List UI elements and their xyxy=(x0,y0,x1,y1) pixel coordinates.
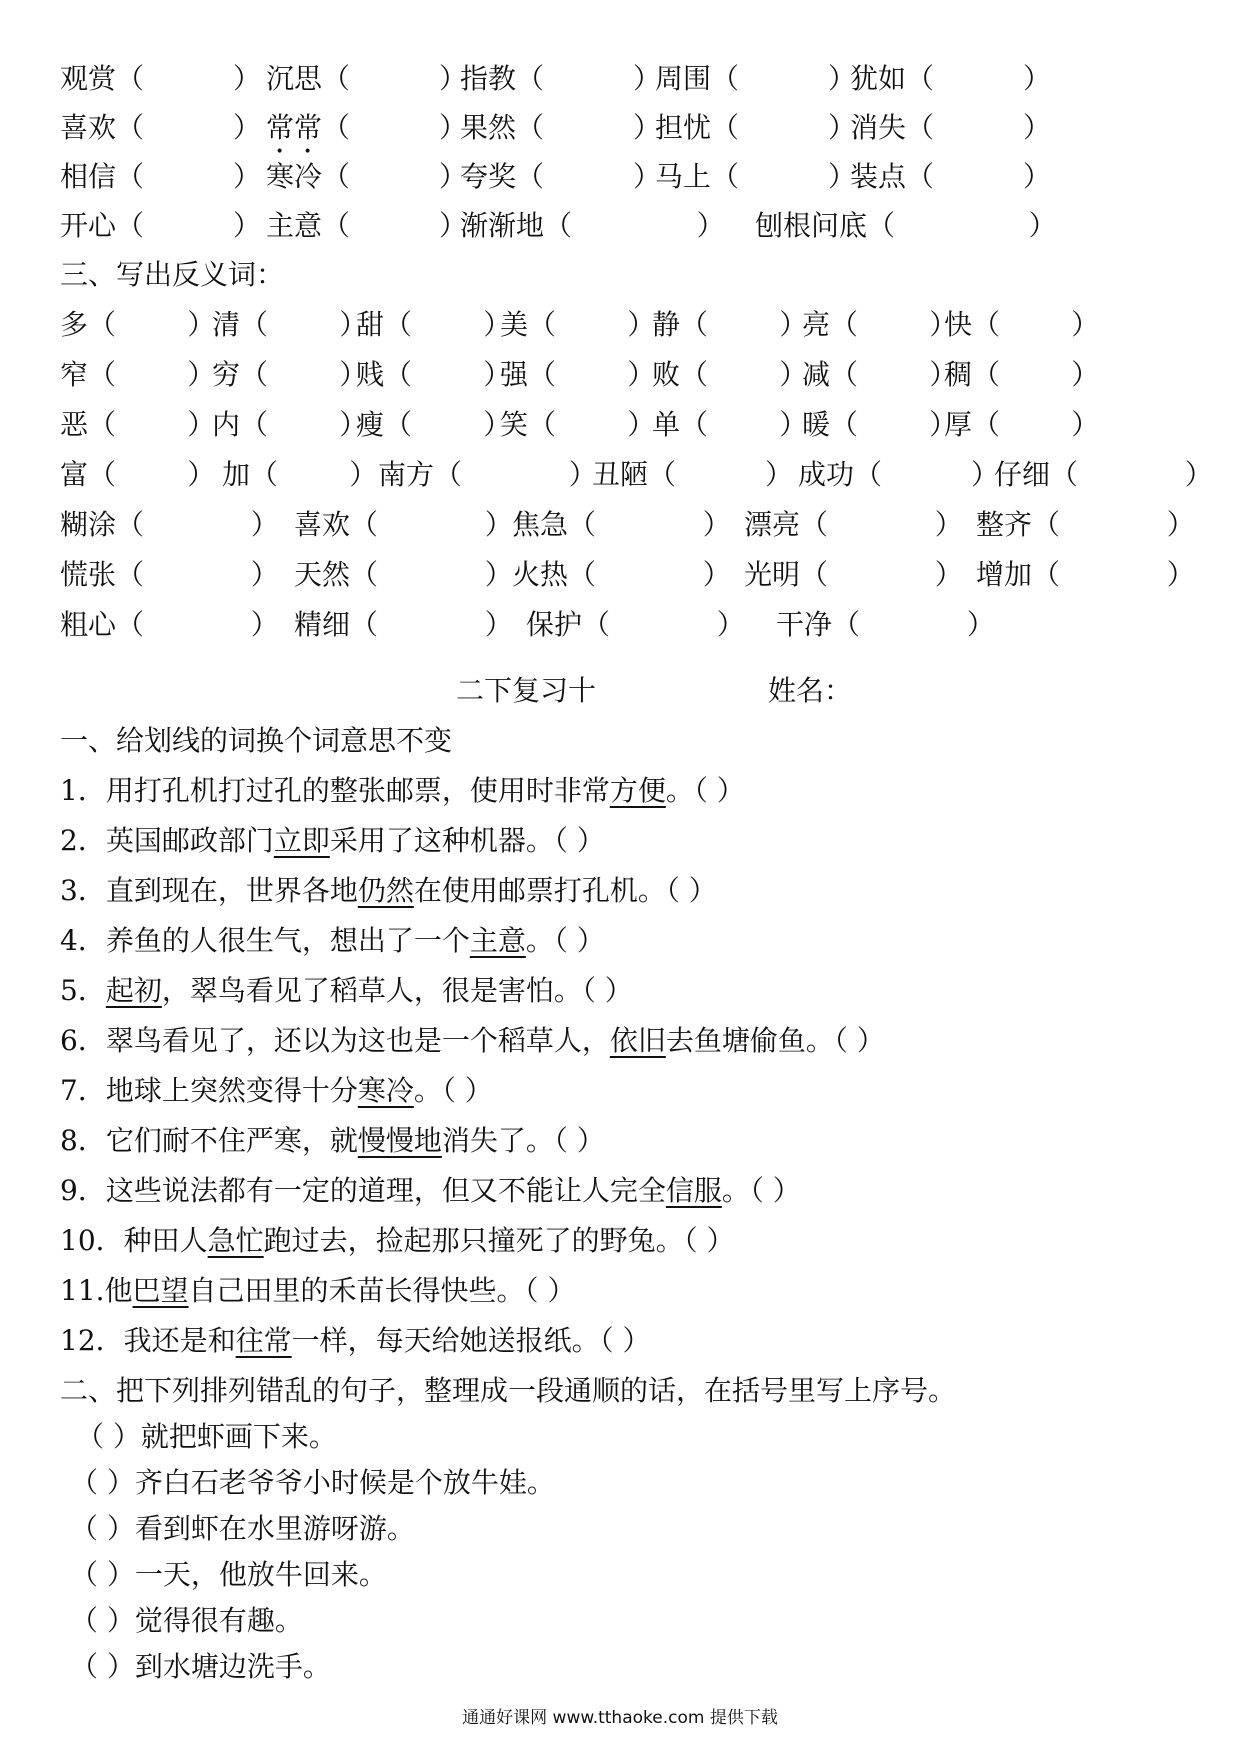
antonym-item: 窄（ ） xyxy=(60,358,216,391)
exercise-item: 12．我还是和往常一样，每天给她送报纸。（ ） xyxy=(60,1324,651,1357)
synonym-item: 刨根问底（ ） xyxy=(755,209,1057,242)
antonym-item: 败（ ） xyxy=(652,358,808,391)
synonym-word-changchang: 常常（ ） xyxy=(266,111,468,144)
antonym-item: 增加（ ） xyxy=(976,558,1195,591)
antonym-item: 多（ ） xyxy=(60,308,216,341)
exercise-item: 8．它们耐不住严寒，就慢慢地消失了。（ ） xyxy=(60,1124,605,1157)
underlined-word: 主意 xyxy=(469,924,526,957)
antonym-item: 静（ ） xyxy=(652,308,808,341)
antonym-item: 漂亮（ ） xyxy=(744,508,963,541)
synonym-item: 观赏（ ） xyxy=(60,62,262,95)
synonym-item: 喜欢（ ） xyxy=(60,111,262,144)
ordering-item: （ ）到水塘边洗手。 xyxy=(70,1650,331,1683)
synonym-item: 开心（ ） xyxy=(60,209,262,242)
underlined-word: 往常 xyxy=(235,1324,292,1357)
antonym-item: 贱（ ） xyxy=(356,358,512,391)
antonym-item: 美（ ） xyxy=(500,308,656,341)
antonym-item: 糊涂（ ） xyxy=(60,508,279,541)
synonym-item: 相信（ ） xyxy=(60,160,262,193)
synonym-item: 寒冷（ ） xyxy=(266,160,468,193)
antonym-item: 焦急（ ） xyxy=(512,508,731,541)
synonym-item: 主意（ ） xyxy=(266,209,468,242)
underlined-word: 巴望 xyxy=(132,1274,189,1307)
antonym-item: 光明（ ） xyxy=(744,558,963,591)
exercise-item: 10．种田人急忙跑过去，捡起那只撞死了的野兔。（ ） xyxy=(60,1224,735,1257)
exercise-item: 7．地球上突然变得十分寒冷。（ ） xyxy=(60,1074,493,1107)
synonym-item: 沉思（ ） xyxy=(266,62,468,95)
exercise-item: 6．翠鸟看见了，还以为这也是一个稻草人，依旧去鱼塘偷鱼。（ ） xyxy=(60,1024,885,1057)
exercise-item: 5．起初，翠鸟看见了稻草人，很是害怕。（ ） xyxy=(60,974,633,1007)
antonym-item: 快（ ） xyxy=(944,308,1100,341)
antonym-item: 单（ ） xyxy=(652,408,808,441)
underlined-word: 起初 xyxy=(105,974,162,1007)
synonym-item: 马上（ ） xyxy=(655,160,857,193)
synonym-item: 夸奖（ ） xyxy=(460,160,662,193)
antonym-item: 恶（ ） xyxy=(60,408,216,441)
exercise-item: 2．英国邮政部门立即采用了这种机器。（ ） xyxy=(60,824,605,857)
antonym-item: 整齐（ ） xyxy=(976,508,1195,541)
antonym-item: 清（ ） xyxy=(212,308,368,341)
antonym-item: 加（ ） xyxy=(222,458,378,491)
ordering-item: （ ）觉得很有趣。 xyxy=(70,1604,303,1637)
exercise-item: 4．养鱼的人很生气，想出了一个主意。（ ） xyxy=(60,924,605,957)
synonym-item: 装点（ ） xyxy=(850,160,1052,193)
review-title: 二下复习十 xyxy=(456,674,597,707)
antonym-item: 稠（ ） xyxy=(944,358,1100,391)
antonym-item: 仔细（ ） xyxy=(994,458,1213,491)
underlined-word: 立即 xyxy=(273,824,330,857)
antonym-item: 厚（ ） xyxy=(944,408,1100,441)
synonym-item: 担忧（ ） xyxy=(655,111,857,144)
antonym-item: 内（ ） xyxy=(212,408,368,441)
antonyms-title: 三、写出反义词： xyxy=(60,258,285,291)
antonym-item: 粗心（ ） xyxy=(60,608,279,641)
antonym-item: 喜欢（ ） xyxy=(294,508,513,541)
antonym-item: 亮（ ） xyxy=(802,308,958,341)
synonym-item: 犹如（ ） xyxy=(850,62,1052,95)
antonym-item: 成功（ ） xyxy=(798,458,1000,491)
antonym-item: 暖（ ） xyxy=(802,408,958,441)
antonym-item: 干净（ ） xyxy=(776,608,995,641)
exercise-item: 3．直到现在，世界各地仍然在使用邮票打孔机。（ ） xyxy=(60,874,717,907)
underlined-word: 寒冷 xyxy=(357,1074,414,1107)
antonym-item: 保护（ ） xyxy=(526,608,745,641)
underlined-word: 急忙 xyxy=(207,1224,264,1257)
antonym-item: 火热（ ） xyxy=(512,558,731,591)
underlined-word: 方便 xyxy=(609,774,666,807)
underlined-word: 依旧 xyxy=(609,1024,666,1057)
underlined-word: 信服 xyxy=(665,1174,722,1207)
antonym-item: 富（ ） xyxy=(60,458,216,491)
antonym-item: 减（ ） xyxy=(802,358,958,391)
ordering-item: （ ）齐白石老爷爷小时候是个放牛娃。 xyxy=(70,1466,555,1499)
antonym-item: 笑（ ） xyxy=(500,408,656,441)
antonym-item: 慌张（ ） xyxy=(60,558,279,591)
underlined-word: 仍然 xyxy=(357,874,414,907)
section2-title: 二、把下列排列错乱的句子，整理成一段通顺的话，在括号里写上序号。 xyxy=(60,1374,957,1407)
ordering-item: （ ）一天，他放牛回来。 xyxy=(70,1558,387,1591)
section1-title: 一、给划线的词换个词意思不变 xyxy=(60,724,453,757)
antonym-item: 精细（ ） xyxy=(294,608,513,641)
name-label: 姓名： xyxy=(768,674,853,707)
ordering-item: （ ）看到虾在水里游呀游。 xyxy=(70,1512,415,1545)
underlined-word: 慢慢地 xyxy=(357,1124,442,1157)
antonym-item: 南方（ ） xyxy=(378,458,597,491)
synonym-item: 周围（ ） xyxy=(655,62,857,95)
synonym-item: 指教（ ） xyxy=(460,62,662,95)
antonym-item: 强（ ） xyxy=(500,358,656,391)
exercise-item: 9．这些说法都有一定的道理，但又不能让人完全信服。（ ） xyxy=(60,1174,801,1207)
synonym-item: 消失（ ） xyxy=(850,111,1052,144)
antonym-item: 穷（ ） xyxy=(212,358,368,391)
synonym-item: 果然（ ） xyxy=(460,111,662,144)
antonym-item: 甜（ ） xyxy=(356,308,512,341)
ordering-item: （ ）就把虾画下来。 xyxy=(76,1420,337,1453)
antonym-item: 瘦（ ） xyxy=(356,408,512,441)
antonym-item: 天然（ ） xyxy=(294,558,513,591)
synonym-item: 渐渐地（ ） xyxy=(460,209,725,242)
antonym-item: 丑陋（ ） xyxy=(592,458,794,491)
exercise-item: 11.他巴望自己田里的禾苗长得快些。（ ） xyxy=(60,1274,576,1307)
footer-credit: 通通好课网 www.tthaoke.com 提供下载 xyxy=(462,1708,778,1728)
exercise-item: 1．用打孔机打过孔的整张邮票，使用时非常方便。（ ） xyxy=(60,774,745,807)
